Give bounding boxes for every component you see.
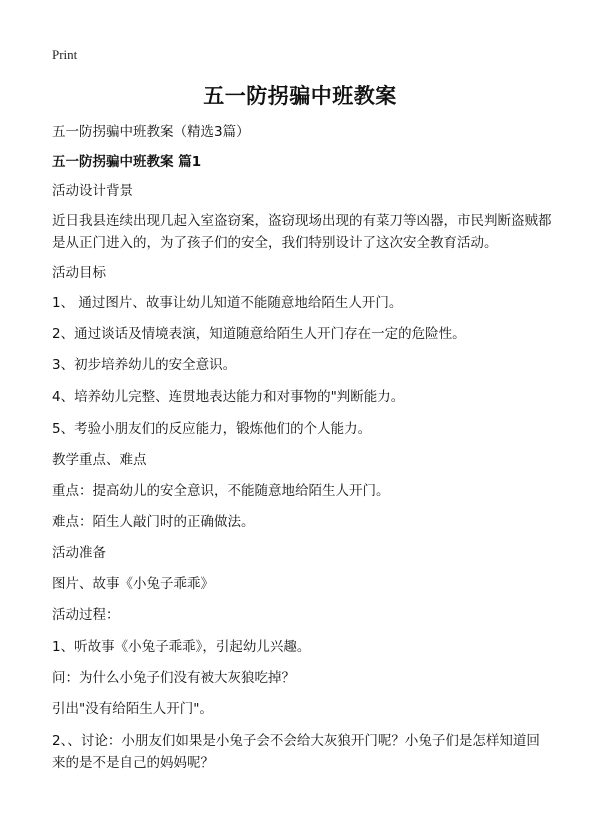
objective-item-5: 5、考验小朋友们的反应能力，锻炼他们的个人能力。	[52, 421, 372, 437]
process-question: 问：为什么小兔子们没有被大灰狼吃掉？	[52, 670, 295, 686]
process-lead: 引出"没有给陌生人开门"。	[52, 701, 213, 717]
objective-item-2: 2、通过谈话及情境表演，知道随意给陌生人开门存在一定的危险性。	[52, 326, 466, 342]
process-step-1: 1、听故事《小兔子乖乖》，引起幼儿兴趣。	[52, 639, 311, 655]
heading-process: 活动过程：	[52, 607, 120, 623]
objective-item-3: 3、初步培养幼儿的安全意识。	[52, 357, 237, 373]
document-subtitle: 五一防拐骗中班教案（精选3篇）	[52, 124, 250, 140]
heading-objectives: 活动目标	[52, 265, 106, 281]
paragraph-background: 近日我县连续出现几起入室盗窃案，盗窃现场出现的有菜刀等凶器，市民判断盗贼都是从正门进入的，为了孩子们的安全，我们特别设计了这次安全教育活动。	[52, 213, 552, 251]
heading-preparation: 活动准备	[52, 545, 106, 561]
objective-item-4: 4、培养幼儿完整、连贯地表达能力和对事物的"判断能力。	[52, 389, 405, 405]
print-link[interactable]: Print	[52, 47, 78, 62]
difficult-point: 难点：陌生人敲门时的正确做法。	[52, 514, 255, 530]
section-heading: 五一防拐骗中班教案 篇1	[52, 154, 202, 170]
key-point: 重点：提高幼儿的安全意识，不能随意地给陌生人开门。	[52, 483, 390, 499]
heading-background: 活动设计背景	[52, 183, 133, 199]
heading-key-points: 教学重点、难点	[52, 452, 147, 468]
preparation-text: 图片、故事《小兔子乖乖》	[52, 576, 214, 592]
page-title: 五一防拐骗中班教案	[203, 84, 397, 108]
objective-item-1: 1、 通过图片、故事让幼儿知道不能随意地给陌生人开门。	[52, 295, 403, 311]
process-step-2: 2、、讨论：小朋友们如果是小兔子会不会给大灰狼开门呢？小兔子们是怎样知道回来的是不是自己的妈妈呢？	[52, 733, 540, 771]
